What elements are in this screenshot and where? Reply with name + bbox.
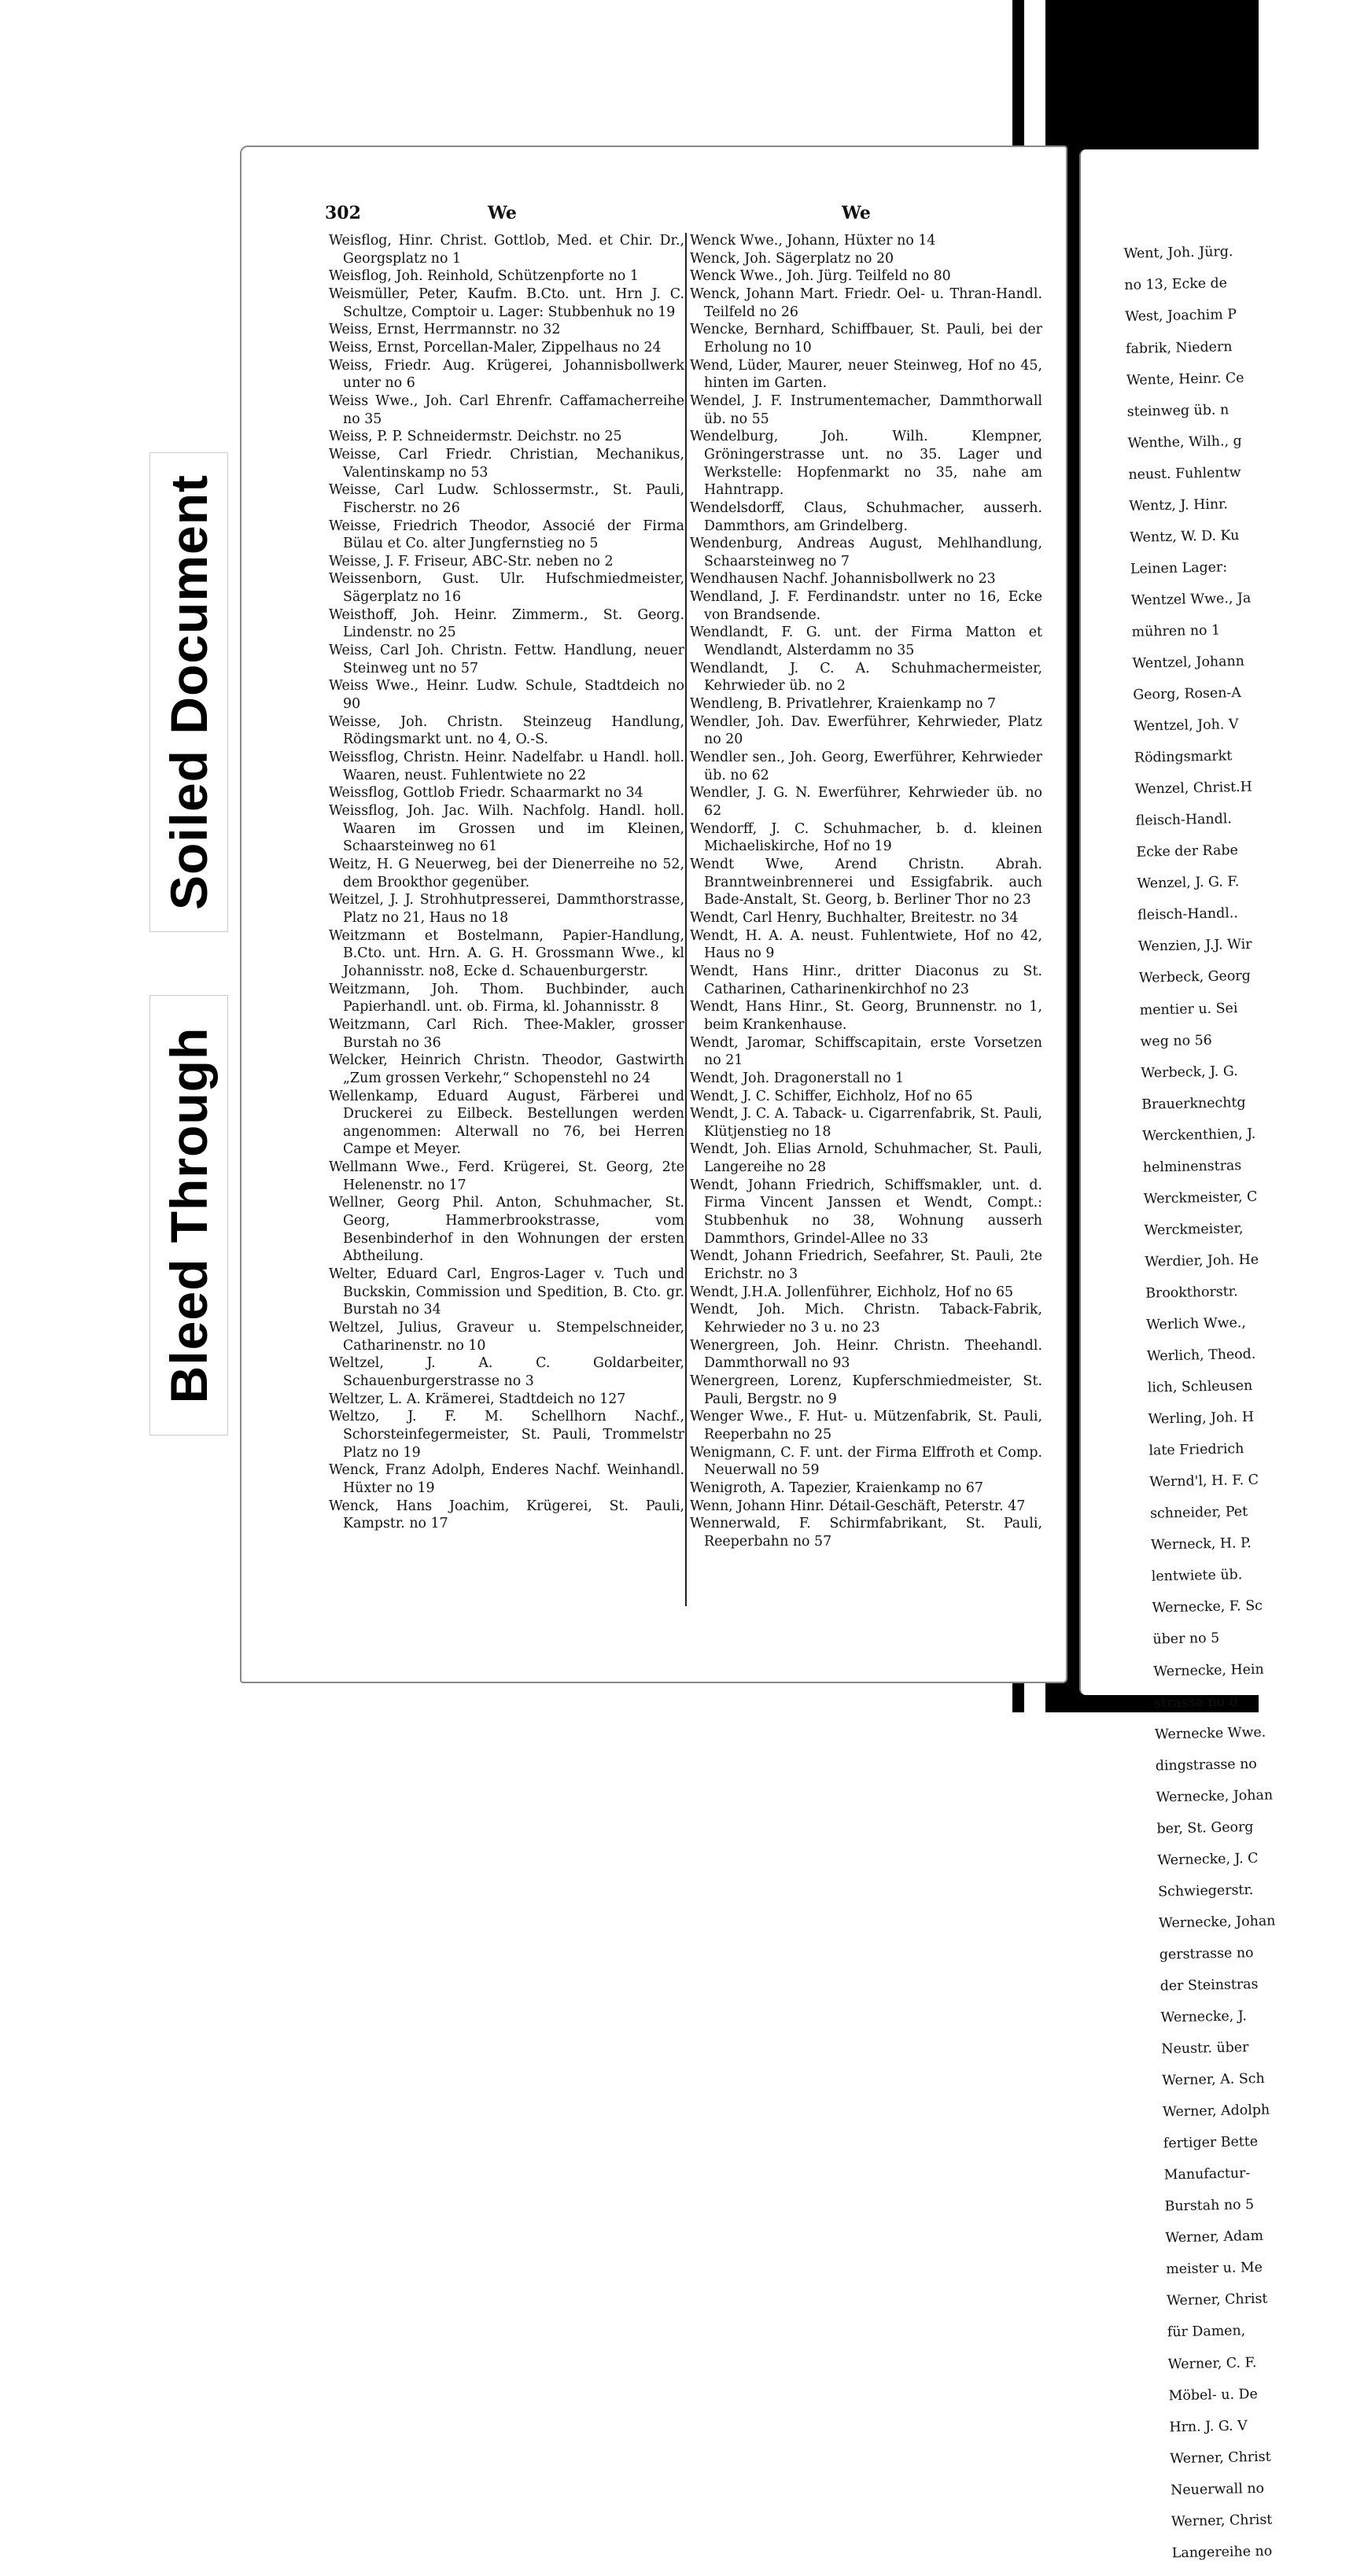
bleed-through-label: Bleed Through [160, 1026, 218, 1404]
facing-page-line: Georg, Rosen-A [1133, 685, 1242, 703]
directory-entry: Wendt, H. A. A. neust. Fuhlentwiete, Hof no 42, Haus no 9 [690, 927, 1042, 962]
facing-page-line: Neuerwall no [1170, 2480, 1265, 2499]
facing-page-line: schneider, Pet [1149, 1504, 1248, 1522]
directory-entry: Weltzo, J. F. M. Schellhorn Nachf., Schorsteinfegermeister, St. Pauli, Trommelstr Platz no 19 [329, 1409, 684, 1461]
bleed-through-stamp [149, 995, 228, 1435]
facing-page-line: fleisch-Handl. [1135, 811, 1233, 830]
facing-page-line: Werbeck, J. G. [1141, 1063, 1238, 1082]
facing-page-line: helminenstras [1142, 1157, 1242, 1176]
facing-page-line: gerstrasse no [1159, 1944, 1254, 1963]
directory-entry: Weltzel, J. A. C. Goldarbeiter, Schauenburgerstrasse no 3 [329, 1355, 684, 1389]
facing-page-line: für Damen, [1167, 2323, 1246, 2341]
directory-entry: Welter, Eduard Carl, Engros-Lager v. Tuch und Buckskin, Commission und Spedition, B. Cto. gr. Burstah no 34 [329, 1266, 684, 1318]
directory-entry: Weissflog, Gottlob Friedr. Schaarmarkt no 34 [329, 785, 643, 802]
directory-entry: Wendt, Carl Henry, Buchhalter, Breitestr. no 34 [690, 909, 1019, 926]
directory-entry: Weisse, Carl Friedr. Christian, Mechanikus, Valentinskamp no 53 [329, 446, 684, 481]
running-head-left: We [488, 203, 517, 223]
directory-entry: Wendt, Johann Friedrich, Schiffsmakler, unt. d. Firma Vincent Janssen et Wendt, Compt.: Stubbenhuk no 38, Wohnung ausserh Dammthors, Grindel-Allee no 33 [690, 1177, 1042, 1247]
directory-entry: Weitzel, J. J. Strohhutpresserei, Dammthorstrasse, Platz no 21, Haus no 18 [329, 892, 684, 926]
directory-entry: Weissflog, Christn. Heinr. Nadelfabr. u Handl. holl. Waaren, neust. Fuhlentwiete no 22 [329, 750, 684, 783]
directory-entry: Wendt, Jaromar, Schiffscapitain, erste Vorsetzen no 21 [690, 1034, 1042, 1069]
directory-entry: Wendler sen., Joh. Georg, Ewerführer, Kehrwieder üb. no 62 [690, 750, 1042, 783]
directory-entry: Weiss Wwe., Joh. Carl Ehrenfr. Caffamacherreihe no 35 [329, 392, 684, 427]
directory-entry: Wendt, J. C. Schiffer, Eichholz, Hof no 65 [690, 1088, 973, 1104]
directory-entry: Weisse, Carl Ludw. Schlossermstr., St. Pauli, Fischerstr. no 26 [329, 482, 684, 516]
facing-page-line: Wentz, J. Hinr. [1129, 496, 1229, 514]
directory-entry: Wendt, Joh. Mich. Christn. Taback-Fabrik, Kehrwieder no 3 u. no 23 [690, 1302, 1042, 1336]
facing-page-line: lich, Schleusen [1147, 1377, 1253, 1396]
directory-entry: Wenck Wwe., Joh. Jürg. Teilfeld no 80 [690, 268, 951, 285]
facing-page-line: steinweg üb. n [1126, 401, 1229, 420]
directory-entry: Wendt, Hans Hinr., St. Georg, Brunnenstr. no 1, beim Krankenhause. [690, 999, 1042, 1033]
facing-page-line: fleisch-Handl.. [1137, 905, 1239, 924]
facing-page-line: Werbeck, Georg [1138, 968, 1251, 987]
facing-page-line: fertiger Bette [1163, 2134, 1259, 2152]
facing-page-line: Werckmeister, [1144, 1220, 1244, 1239]
facing-page-line: Werneck, H. P. [1150, 1535, 1252, 1553]
facing-page-line: Went, Joh. Jürg. [1123, 244, 1233, 263]
facing-page-line: Werner, Christ [1166, 2291, 1268, 2309]
directory-entry: Weismüller, Peter, Kaufm. B.Cto. unt. Hrn J. C. Schultze, Comptoir u. Lager: Stubbenhuk no 19 [329, 286, 684, 320]
facing-page-line: dingstrasse no [1155, 1756, 1258, 1774]
directory-entry: Weiss, Ernst, Porcellan-Maler, Zippelhaus no 24 [329, 339, 662, 356]
facing-page-line: Wernecke Wwe. [1154, 1724, 1266, 1743]
directory-entry: Wendt Wwe, Arend Christn. Abrah. Branntweinbrennerei und Essigfabrik. auch Bade-Anstalt, St. Georg, b. Berliner Thor no 23 [690, 856, 1042, 908]
soiled-document-stamp [149, 452, 228, 932]
directory-entry: Wendlandt, J. C. A. Schuhmachermeister, Kehrwieder üb. no 2 [690, 660, 1042, 695]
facing-page-line: Brauerknechtg [1141, 1094, 1246, 1113]
facing-page-line: Langereihe no [1171, 2543, 1273, 2562]
facing-page-line: Wentzel, Joh. V [1133, 717, 1239, 735]
facing-page-line: Werlich, Theod. [1146, 1346, 1256, 1365]
directory-entry: Wendlandt, F. G. unt. der Firma Matton et Wendlandt, Alsterdamm no 35 [690, 625, 1042, 659]
facing-page-line: West, Joachim P [1125, 307, 1237, 326]
facing-page-line: mentier u. Sei [1139, 1000, 1238, 1019]
directory-entry: Wenck Wwe., Johann, Hüxter no 14 [690, 233, 936, 249]
directory-entry: Wenck, Johann Mart. Friedr. Oel- u. Thran-Handl. Teilfeld no 26 [690, 286, 1042, 320]
facing-page-line: fabrik, Niedern [1125, 338, 1233, 357]
facing-page-line: Burstah no 5 [1164, 2197, 1255, 2215]
directory-entry: Wendt, J. C. A. Taback- u. Cigarrenfabrik, St. Pauli, Klütjenstieg no 18 [690, 1106, 1042, 1140]
directory-column-right [690, 232, 1042, 1551]
facing-page-line: Wernecke, J. C [1157, 1850, 1259, 1869]
directory-entry: Wenigmann, C. F. unt. der Firma Elffroth et Comp. Neuerwall no 59 [690, 1444, 1042, 1479]
facing-page-line: Werner, Christ [1171, 2512, 1273, 2530]
facing-page-line: Werner, Adam [1165, 2228, 1264, 2246]
facing-page-line: weg no 56 [1140, 1032, 1212, 1050]
facing-page-line: Neustr. über [1161, 2040, 1249, 2058]
facing-page-line: late Friedrich [1148, 1441, 1244, 1459]
facing-page-line: Werner, Adolph [1162, 2102, 1270, 2121]
facing-page-line: Manufactur- [1163, 2165, 1251, 2184]
facing-page-line: Werckmeister, C [1143, 1188, 1258, 1207]
soiled-document-label: Soiled Document [160, 474, 218, 911]
facing-page-line: Ecke der Rabe [1136, 842, 1239, 861]
facing-page-line: Werling, Joh. H [1148, 1409, 1255, 1428]
directory-entry: Wenck, Hans Joachim, Krügerei, St. Pauli, Kampstr. no 17 [329, 1498, 684, 1532]
directory-entry: Weitzmann, Joh. Thom. Buchbinder, auch Papierhandl. unt. ob. Firma, kl. Johannisstr. 8 [329, 981, 684, 1015]
directory-entry: Wendt, Johann Friedrich, Seefahrer, St. Pauli, 2te Erichstr. no 3 [690, 1248, 1042, 1283]
directory-entry: Wendhausen Nachf. Johannisbollwerk no 23 [690, 571, 996, 588]
directory-entry: Wennerwald, F. Schirmfabrikant, St. Pauli, Reeperbahn no 57 [690, 1516, 1042, 1550]
directory-entry: Wendler, J. G. N. Ewerführer, Kehrwieder üb. no 62 [690, 785, 1042, 819]
facing-page-line: Hrn. J. G. V [1169, 2417, 1248, 2436]
directory-entry: Wenn, Johann Hinr. Détail-Geschäft, Peterstr. 47 [690, 1498, 1026, 1514]
directory-entry: Weiss, Friedr. Aug. Krügerei, Johannisbollwerk unter no 6 [329, 357, 684, 392]
directory-entry: Weiss Wwe., Heinr. Ludw. Schule, Stadtdeich no 90 [329, 678, 684, 713]
directory-entry: Wendelsdorff, Claus, Schuhmacher, ausserh. Dammthors, am Grindelberg. [690, 499, 1042, 534]
directory-entry: Wendt, Joh. Elias Arnold, Schuhmacher, St. Pauli, Langereihe no 28 [690, 1141, 1042, 1176]
directory-entry: Weisse, J. F. Friseur, ABC-Str. neben no 2 [329, 553, 614, 569]
facing-page-line: Wernd'l, H. F. C [1149, 1472, 1259, 1491]
directory-entry: Weitz, H. G Neuerweg, bei der Dienerreihe no 52, dem Brookthor gegenüber. [329, 856, 684, 890]
directory-entry: Wenger Wwe., F. Hut- u. Mützenfabrik, St. Pauli, Reeperbahn no 25 [690, 1409, 1042, 1443]
directory-entry: Wellner, Georg Phil. Anton, Schuhmacher, St. Georg, Hammerbrookstrasse, vom Besenbinderhof in den Wohnungen der ersten Abtheilung. [329, 1195, 684, 1265]
directory-entry: Wendt, Joh. Dragonerstall no 1 [690, 1070, 905, 1086]
facing-page-line: Rödingsmarkt [1134, 748, 1233, 766]
facing-page-line: Wernecke, Hein [1153, 1661, 1264, 1680]
directory-entry: Weisflog, Hinr. Christ. Gottlob, Med. et Chir. Dr., Georgsplatz no 1 [329, 233, 684, 267]
facing-page-line: Wenzel, Christ.H [1134, 779, 1253, 798]
facing-page-line: über no 5 [1152, 1631, 1220, 1649]
facing-page-line: Schwiegerstr. [1157, 1881, 1254, 1900]
directory-entry: Wendleng, B. Privatlehrer, Kraienkamp no 7 [690, 696, 997, 713]
directory-entry: Wendt, J.H.A. Jollenführer, Eichholz, Hof no 65 [690, 1284, 1014, 1300]
facing-page-line: Möbel- u. De [1168, 2386, 1258, 2404]
directory-entry: Wendler, Joh. Dav. Ewerführer, Kehrwieder, Platz no 20 [690, 713, 1042, 748]
facing-page-line: Wernecke, J. [1160, 2008, 1248, 2026]
directory-entry: Wenck, Joh. Sägerplatz no 20 [690, 250, 894, 267]
facing-page-line: Brookthorstr. [1145, 1284, 1238, 1302]
facing-page-line: Wernecke, Johan [1158, 1913, 1276, 1932]
directory-entry: Weiss, Carl Joh. Christn. Fettw. Handlung, neuer Steinweg unt no 57 [329, 643, 684, 676]
directory-entry: Weisse, Joh. Christn. Steinzeug Handlung, Rödingsmarkt unt. no 4, O.-S. [329, 713, 684, 748]
facing-page-line: Werlich Wwe., [1145, 1315, 1247, 1333]
directory-entry: Wendland, J. F. Ferdinandstr. unter no 16, Ecke von Brandsende. [690, 589, 1042, 623]
directory-entry: Wenergreen, Lorenz, Kupferschmiedmeister, St. Pauli, Bergstr. no 9 [690, 1373, 1042, 1407]
directory-entry: Wencke, Bernhard, Schiffbauer, St. Pauli, bei der Erholung no 10 [690, 322, 1042, 356]
directory-entry: Weisse, Friedrich Theodor, Associé der Firma Bülau et Co. alter Jungfernstieg no 5 [329, 518, 684, 552]
facing-page-line: Werner, C. F. [1167, 2354, 1257, 2372]
facing-page-line: Wenzel, J. G. F. [1137, 874, 1240, 893]
directory-entry: Weltzel, Julius, Graveur u. Stempelschneider, Catharinenstr. no 10 [329, 1320, 684, 1354]
facing-page-line: Werckenthien, J. [1141, 1126, 1256, 1144]
directory-entry: Wendorff, J. C. Schuhmacher, b. d. kleinen Michaeliskirche, Hof no 19 [690, 820, 1042, 855]
directory-entry: Welcker, Heinrich Christn. Theodor, Gastwirth „Zum grossen Verkehr,“ Schopenstehl no 24 [329, 1052, 684, 1086]
facing-page-line: Wentzel, Johann [1132, 653, 1245, 672]
facing-page-column [1123, 228, 1353, 2576]
facing-page-line: Wentz, W. D. Ku [1129, 527, 1240, 546]
facing-page-line: Werner, Christ [1170, 2449, 1271, 2467]
facing-page-line: Werdier, Joh. He [1145, 1251, 1259, 1270]
directory-entry: Weisthoff, Joh. Heinr. Zimmerm., St. Georg. Lindenstr. no 25 [329, 606, 684, 641]
directory-entry: Wellmann Wwe., Ferd. Krügerei, St. Georg, 2te Helenenstr. no 17 [329, 1159, 684, 1193]
directory-entry: Weisflog, Joh. Reinhold, Schützenpforte no 1 [329, 268, 639, 285]
facing-page-line: Leinen Lager: [1130, 559, 1228, 577]
facing-page-line: der Steinstras [1159, 1976, 1259, 1995]
facing-page-line: strasse no 8 [1153, 1693, 1238, 1712]
directory-entry: Wend, Lüder, Maurer, neuer Steinweg, Hof no 45, hinten im Garten. [690, 357, 1042, 392]
directory-entry: Weiss, Ernst, Herrmannstr. no 32 [329, 322, 561, 338]
facing-page-line: Wenthe, Wilh., g [1127, 433, 1242, 451]
directory-entry: Wendenburg, Andreas August, Mehlhandlung, Schaarsteinweg no 7 [690, 536, 1042, 569]
facing-page-line: Wenzien, J.J. Wir [1137, 937, 1252, 956]
facing-page-line: lentwiete üb. [1151, 1567, 1243, 1585]
directory-entry: Weiss, P. P. Schneidermstr. Deichstr. no 25 [329, 429, 622, 445]
facing-page-line: Wernecke, F. Sc [1152, 1598, 1263, 1617]
directory-column-left [329, 232, 684, 1533]
facing-page-line: meister u. Me [1166, 2260, 1263, 2278]
facing-page-line: mühren no 1 [1131, 622, 1221, 640]
running-head-right: We [842, 203, 871, 223]
facing-page-line: no 13, Ecke de [1124, 275, 1228, 294]
directory-entry: Wenergreen, Joh. Heinr. Christn. Theehandl. Dammthorwall no 93 [690, 1337, 1042, 1372]
column-rule [685, 233, 687, 1606]
directory-entry: Wenck, Franz Adolph, Enderes Nachf. Weinhandl. Hüxter no 19 [329, 1462, 684, 1496]
facing-page-line: Werner, A. Sch [1162, 2070, 1265, 2089]
directory-entry: Weissflog, Joh. Jac. Wilh. Nachfolg. Handl. holl. Waaren im Grossen und im Kleinen, Schaarsteinweg no 61 [329, 803, 684, 855]
directory-entry: Weissenborn, Gust. Ulr. Hufschmiedmeister, Sägerplatz no 16 [329, 571, 684, 606]
directory-entry: Wendt, Hans Hinr., dritter Diaconus zu St. Catharinen, Catharinenkirchhof no 23 [690, 963, 1042, 997]
facing-page-line: Wentzel Wwe., Ja [1130, 590, 1252, 609]
facing-page-line: Wernecke, Johan [1156, 1787, 1274, 1806]
directory-entry: Wendelburg, Joh. Wilh. Klempner, Gröningerstrasse unt. no 35. Lager und Werkstelle: Hopfenmarkt no 35, nahe am Hahntrapp. [690, 429, 1042, 499]
facing-page-line: Wente, Heinr. Ce [1126, 370, 1244, 389]
directory-entry: Wenigroth, A. Tapezier, Kraienkamp no 67 [690, 1480, 983, 1496]
directory-entry: Weitzmann, Carl Rich. Thee-Makler, grosser Burstah no 36 [329, 1016, 684, 1051]
page-number: 302 [325, 203, 361, 223]
directory-entry: Wellenkamp, Eduard August, Färberei und Druckerei zu Eilbeck. Bestellungen werden angenommen: Alterwall no 76, bei Herren Campe et Meyer. [329, 1088, 684, 1158]
facing-page-line: ber, St. Georg [1156, 1819, 1254, 1837]
directory-entry: Wendel, J. F. Instrumentemacher, Dammthorwall üb. no 55 [690, 392, 1042, 427]
directory-entry: Weltzer, L. A. Krämerei, Stadtdeich no 127 [329, 1391, 626, 1407]
facing-page-line: neust. Fuhlentw [1128, 464, 1241, 483]
directory-entry: Weitzmann et Bostelmann, Papier-Handlung, B.Cto. unt. Hrn. A. G. H. Grossmann Wwe., kl Johannisstr. no8, Ecke d. Schauenburgerstr. [329, 927, 684, 979]
